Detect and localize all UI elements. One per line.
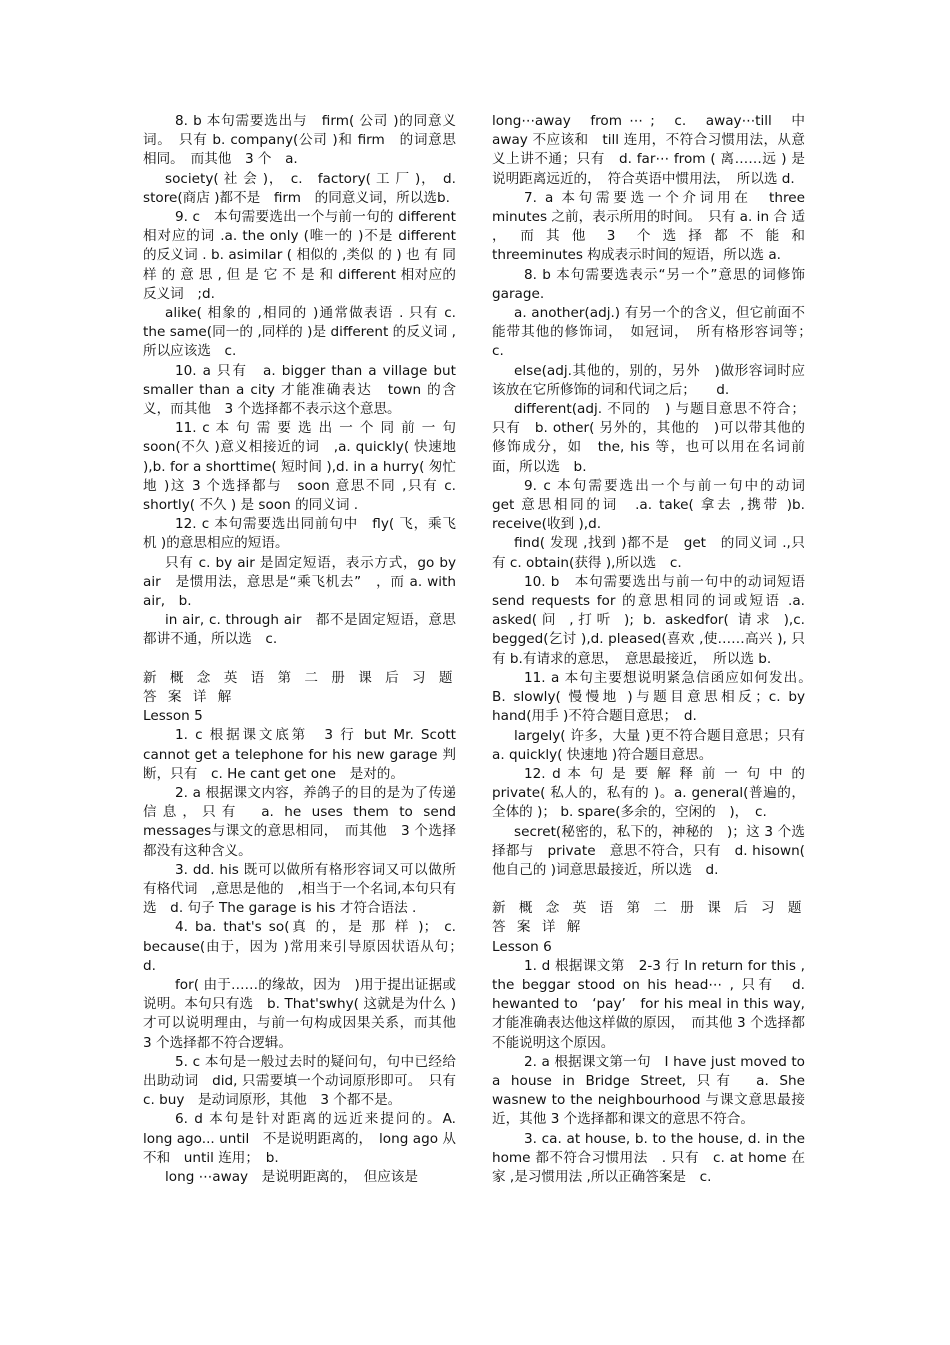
paragraph: long ⋯away 是说明距离的， 但应该是 <box>165 1168 418 1185</box>
paragraph: 11. c 本 句 需 要 选 出 一 个 同 前 一 句 soon(不久 )意义相接近的词 ,a. quickly( 快速地 ),b. for a shorttime( 短时间 ),d. in a hurry( 匆忙地 )这 3 个选择都与 soon 意思不同 ,只有 c. shortly( 不久 ) 是 soon 的同义词 . <box>143 420 456 514</box>
section-heading: 新 概 念 英 语 第 二 册 课 后 习 题 答 案 详 解 <box>143 669 456 705</box>
paragraph: 11. a 本句主要想说明紧急信函应如何发出。 B. slowly( 慢慢地 )与题目意思相反；c. by hand(用手 )不符合题目意思； d. <box>492 669 819 725</box>
paragraph: 3. dd. his 既可以做所有格形容词又可以做所有格代词 ,意思是他的 ,相当于一个名词,本句只有选 d. 句子 The garage is his 才符合语法 . <box>143 861 456 917</box>
paragraph: 4. ba. that's so(真 的，是 那 样 )； c. because(由于，因为 )常用来引导原因状语从句； d. <box>143 919 470 974</box>
paragraph: 10. a 只有 a. bigger than a village but smaller than a city 才能准确表达 town 的含义，而其他 3 个选择都不表示这个意思。 <box>143 362 456 418</box>
paragraph: alike( 相象的 ,相同的 )通常做表语 . 只有 c. the same(同一的 ,同样的 )是 different 的反义词 ,所以应该选 c. <box>143 305 456 360</box>
section-heading: 新 概 念 英 语 第 二 册 课 后 习 题 答 案 详 解 <box>492 900 805 936</box>
paragraph: largely( 许多，大量 )更不符合题目意思；只有 a. quickly( 快速地 )符合题目意思。 <box>492 727 819 763</box>
paragraph: 2. a 根据课文第一句 I have just moved to a house in Bridge Street, 只有 a. She wasnew to the neighbourhood 与课文意思最接近，其他 3 个选择都和课文的意思不符合。 <box>492 1053 805 1128</box>
paragraph: 1. d 根据课文第 2-3 行 In return for this , the beggar stood on his head⋯ , 只有 d. hewanted to ‘pay’ for his meal in this way, 才能准确表达他这样做的原因， 而其他 3 个选择都不能说明这个原因。 <box>492 957 805 1051</box>
paragraph: 7. a 本句需要选一个介词用在 three minutes 之前，表示所用的时间。 只有 a. in 合 适 ， 而 其 他 3 个 选 择 都 不 能 和 threeminutes 构成表示时间的短语，所以选 a. <box>492 189 805 264</box>
paragraph: Lesson 6 <box>492 938 552 955</box>
paragraph: 9. c 本句需要选出一个与前一句中的动词 get 意思相同的词 .a. take( 拿去 ,携带 )b. receive(收到 ),d. <box>492 477 819 533</box>
paragraph: 3. ca. at house, b. to the house, d. in the home 都不符合习惯用法 . 只有 c. at home 在家 ,是习惯用法 ,所以正确答案是 c. <box>492 1130 805 1185</box>
paragraph: 10. b 本句需要选出与前一句中的动词短语 send requests for 的意思相同的词或短语 .a. asked(问 ,打听 ); b. askedfor( 请求 ),c. begged(乞讨 ),d. pleased(喜欢 ,使……高兴 ), 只有 b.有请求的意思， 意思最接近， 所以选 b. <box>492 573 819 667</box>
paragraph: 6. d 本句是针对距离的远近来提问的。A. long ago... until 不是说明距离的， long ago 从不和 until 连用； b. <box>143 1111 456 1166</box>
paragraph: different(adj. 不同的 ) 与题目意思不符合；只有 b. other( 另外的，其他的 )可以带其他的修饰成分，如 the, his 等，也可以用在名词前面，所以选 b. <box>492 401 805 475</box>
paragraph: else(adj.其他的，别的，另外 )做形容词时应该放在它所修饰的词和代词之后； d. <box>492 362 805 398</box>
paragraph: Lesson 5 <box>143 708 203 725</box>
paragraph: for( 由于……的缘故，因为 )用于提出证据或说明。本句只有选 b. That'swhy( 这就是为什么 )才可以说明理由，与前一句构成因果关系，而其他 3 个选择都不符合逻辑。 <box>143 976 470 1051</box>
paragraph-gap <box>143 650 456 669</box>
paragraph: 8. b 本句需要选表示“另一个”意思的词修饰 garage. <box>492 266 819 302</box>
paragraph-gap <box>492 880 805 899</box>
paragraph: 1. c 根据课文底第 3 行 but Mr. Scott cannot get a telephone for his new garage 判断，只有 c. He cant get one 是对的。 <box>143 727 456 782</box>
paragraph: 12. d 本 句 是 要 解 释 前 一 句 中 的 private( 私人的，私有的 )。a. general(普遍的，全体的 )； b. spare(多余的，空闲的 )， c. <box>492 765 805 821</box>
left-column <box>143 112 470 1187</box>
paragraph: in air, c. through air 都不是固定短语，意思都讲不通，所以选 c. <box>143 612 456 648</box>
paragraph: 12. c 本句需要选出同前句中 fly( 飞，乘飞机 )的意思相应的短语。 <box>143 516 456 552</box>
paragraph: 只有 c. by air 是固定短语，表示方式，go by air 是惯用法，意思是“乘飞机去” ，而 a. with air, b. <box>143 554 456 610</box>
paragraph: secret(秘密的，私下的，神秘的 )；这 3 个选择都与 private 意思不符合，只有 d. hisown( 他自己的 )词意思最接近，所以选 d. <box>492 823 805 878</box>
paragraph: a. another(adj.) 有另一个的含义，但它前面不能带其他的修饰词， 如冠词， 所有格形容词等； c. <box>492 305 819 360</box>
paragraph: find( 发现 ,找到 )都不是 get 的同义词 .,只有 c. obtain(获得 ),所以选 c. <box>492 535 805 571</box>
paragraph: 8. b 本句需要选出与 firm( 公司 )的同意义词。 只有 b. company(公司 )和 firm 的词意思相同。 而其他 3 个 a. <box>143 113 456 168</box>
paragraph: 5. c 本句是一般过去时的疑问句，句中已经给出助动词 did, 只需要填一个动词原形即可。 只有 c. buy 是动词原形，其他 3 个都不是。 <box>143 1053 456 1109</box>
paragraph: long⋯away from ⋯ ; c. away⋯till 中 away 不应该和 till 连用，不符合习惯用法，从意义上讲不通；只有 d. far⋯ from ( 离……远 ) 是说明距离远近的， 符合英语中惯用法， 所以选 d. <box>492 113 819 187</box>
right-column <box>492 112 819 1187</box>
paragraph: 2. a 根据课文内容，养鸽子的目的是为了传递信息，只有 a. he uses them to send messages与课文的意思相同， 而其他 3 个选择都没有这种含义。 <box>143 784 456 859</box>
paragraph: society( 社 会 )， c. factory( 工 厂 )， d. store(商店 )都不是 firm 的同意义词，所以选b. <box>143 170 456 206</box>
paragraph: 9. c 本句需要选出一个与前一句的 different 相对应的词 .a. the only (唯一的 )不是 different 的反义词 . b. asimilar ( 相似的 ,类似 的 ) 也 有 同 样 的 意 思 , 但 是 它 不 是 和 different 相对应的反义词 ;d. <box>143 209 456 302</box>
